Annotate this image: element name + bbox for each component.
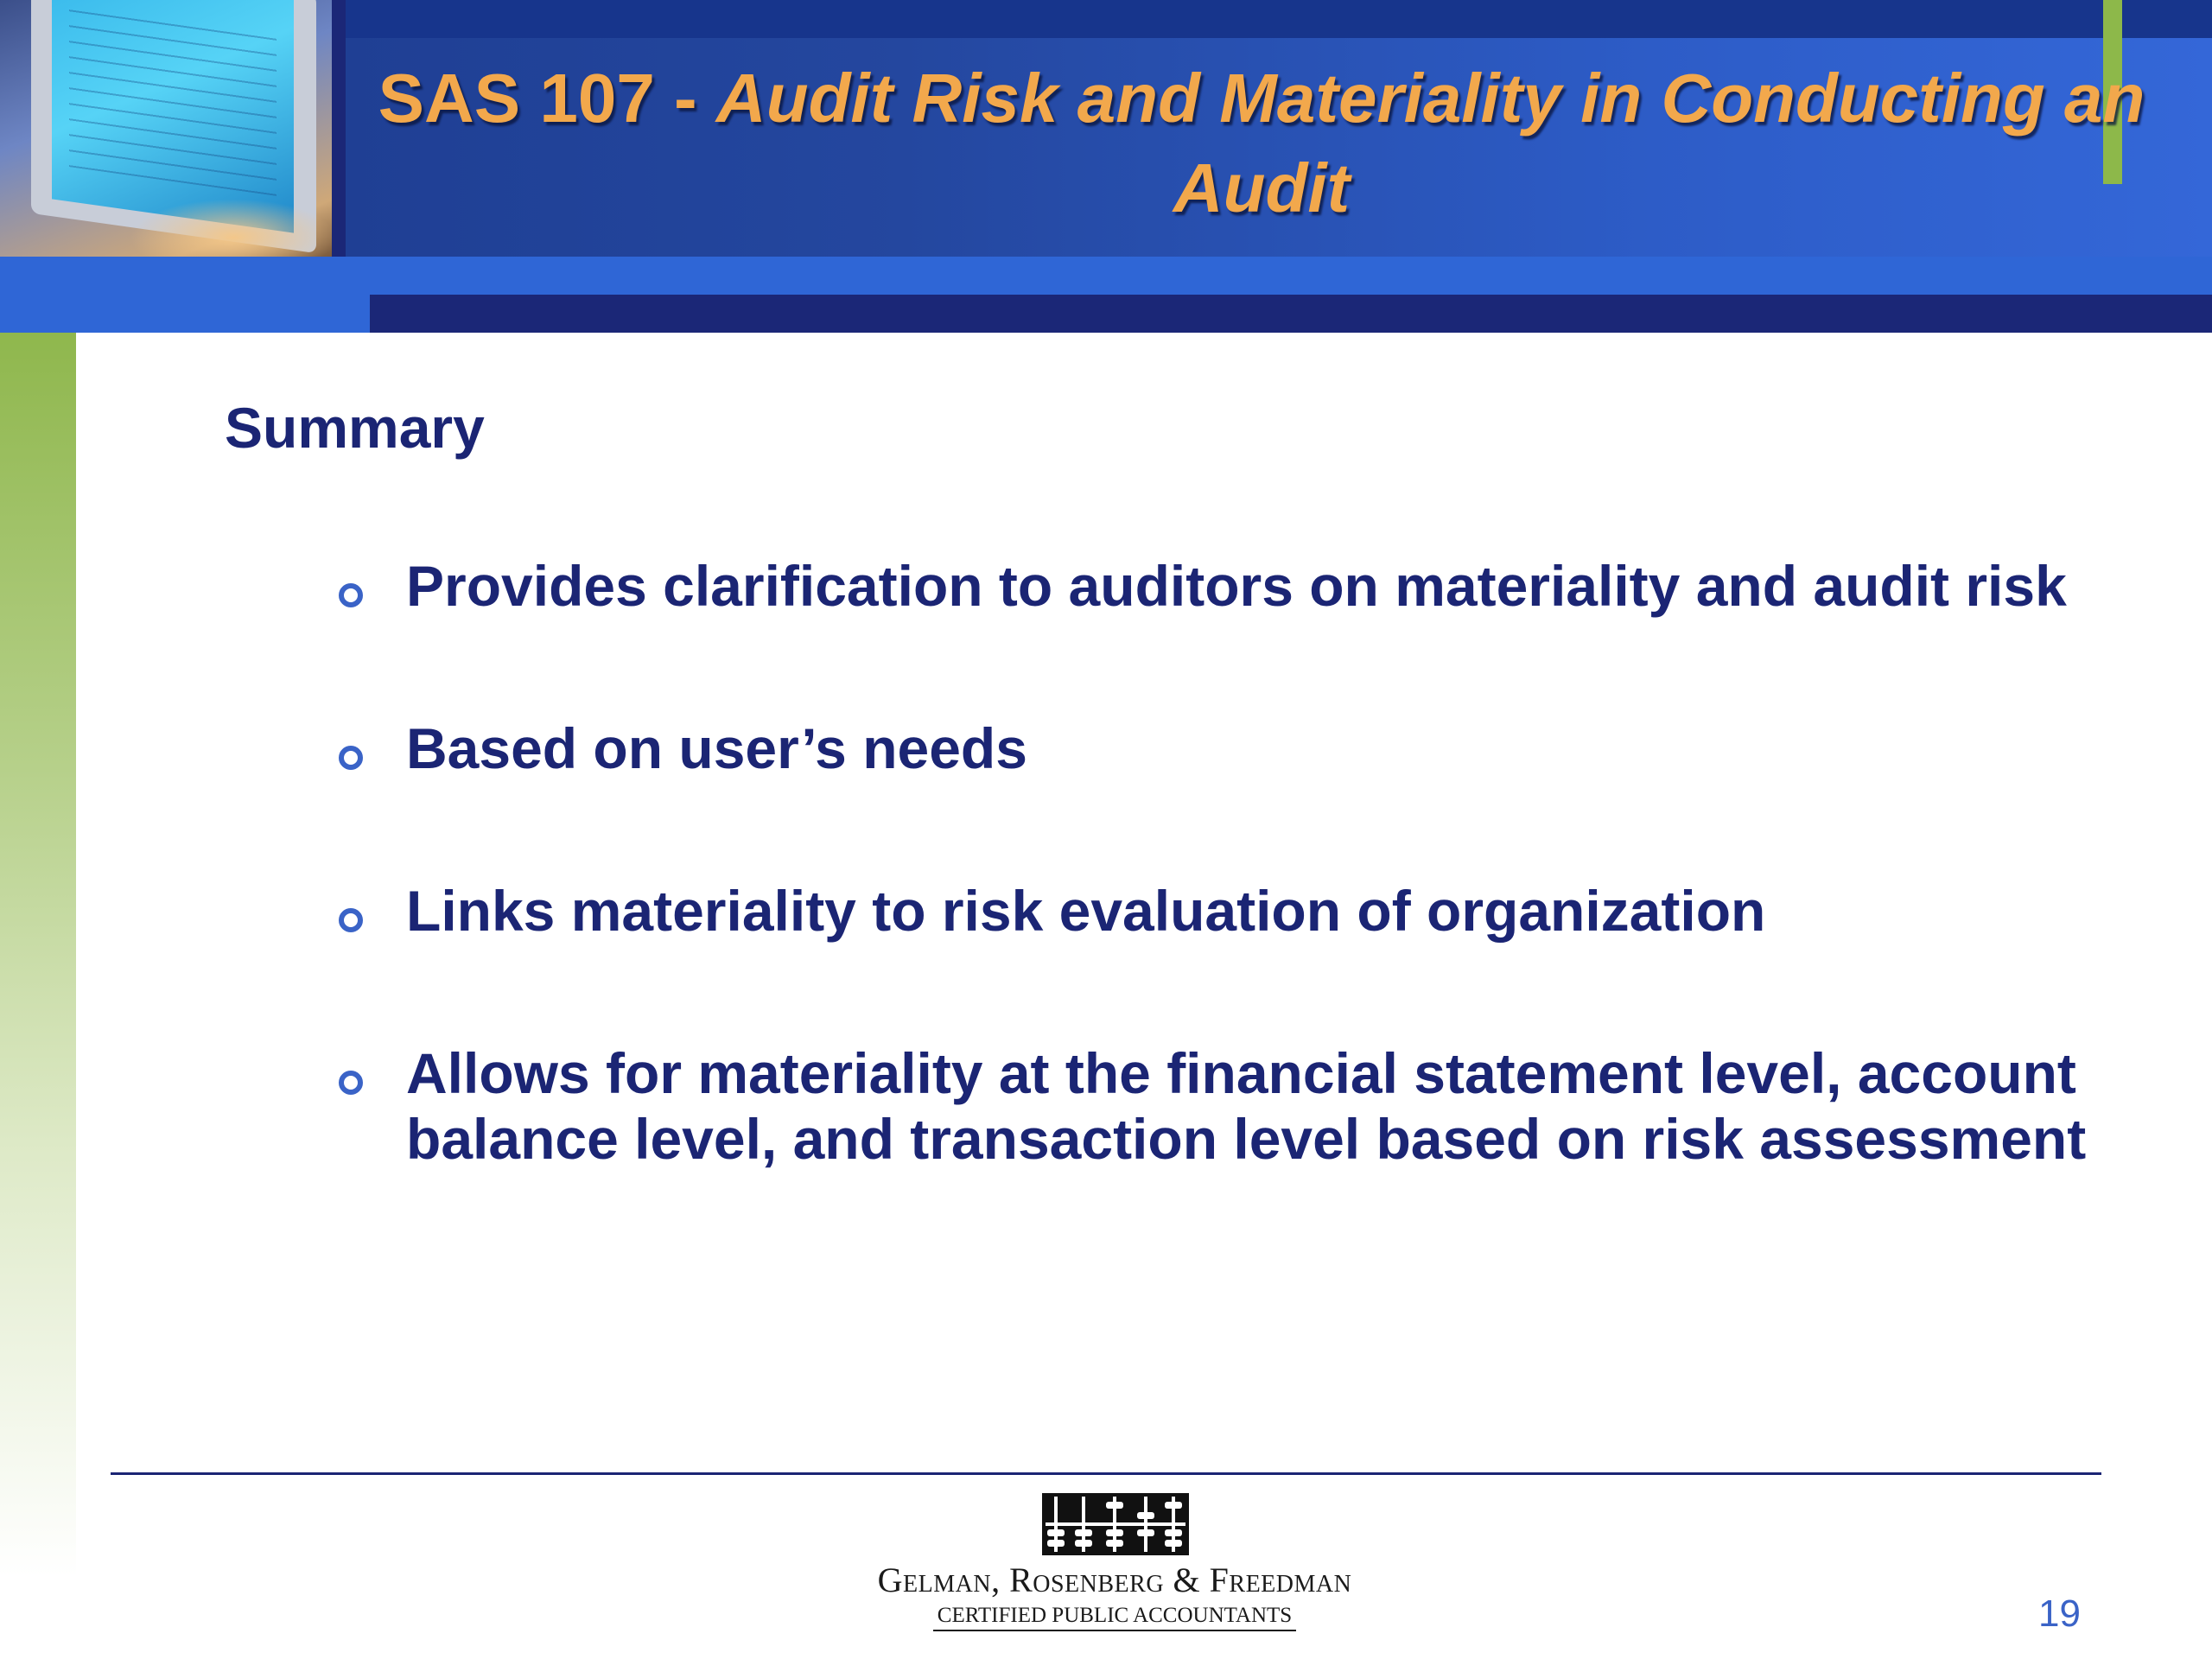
hollow-circle-bullet-icon — [339, 908, 363, 932]
slide-title — [363, 54, 2160, 233]
hollow-circle-bullet-icon — [339, 583, 363, 607]
left-green-gradient-bar — [0, 333, 76, 1577]
footer-rule — [111, 1472, 2101, 1475]
bullet-item — [328, 1040, 2108, 1172]
abacus-logo-icon — [1042, 1493, 1189, 1555]
header-divider-light — [0, 257, 2212, 295]
computer-monitor-photo — [0, 0, 332, 257]
firm-name: Gelman, Rosenberg & Freedman — [877, 1560, 1352, 1599]
hollow-circle-bullet-icon — [339, 746, 363, 770]
header-divider-left — [0, 295, 370, 333]
bullet-item — [328, 553, 2108, 619]
header-top-strip — [346, 0, 2212, 38]
bullet-list — [328, 553, 2108, 1172]
summary-heading: Summary — [225, 396, 485, 460]
bullet-text: Provides clarification to auditors on materiality and audit risk — [406, 554, 2067, 618]
header-divider-dark — [370, 295, 2212, 333]
bullet-item — [328, 878, 2108, 944]
bullet-item — [328, 715, 2108, 781]
monitor-glow — [130, 199, 332, 257]
firm-tagline: CERTIFIED PUBLIC ACCOUNTANTS — [933, 1604, 1296, 1631]
bullet-text: Links materiality to risk evaluation of organization — [406, 879, 1766, 943]
slide-header — [0, 0, 2212, 333]
slide-title-italic: Audit Risk and Materiality in Conducting an Audit — [715, 60, 2145, 226]
page-number: 19 — [2038, 1592, 2081, 1635]
bullet-text: Based on user’s needs — [406, 716, 1027, 780]
photo-edge — [332, 0, 346, 257]
hollow-circle-bullet-icon — [339, 1071, 363, 1095]
slide-title-prefix: SAS 107 - — [378, 60, 716, 137]
monitor-screen-lines — [69, 3, 276, 196]
bullet-text: Allows for materiality at the financial statement level, account balance level, and transaction level based on risk assessment — [406, 1041, 2087, 1171]
